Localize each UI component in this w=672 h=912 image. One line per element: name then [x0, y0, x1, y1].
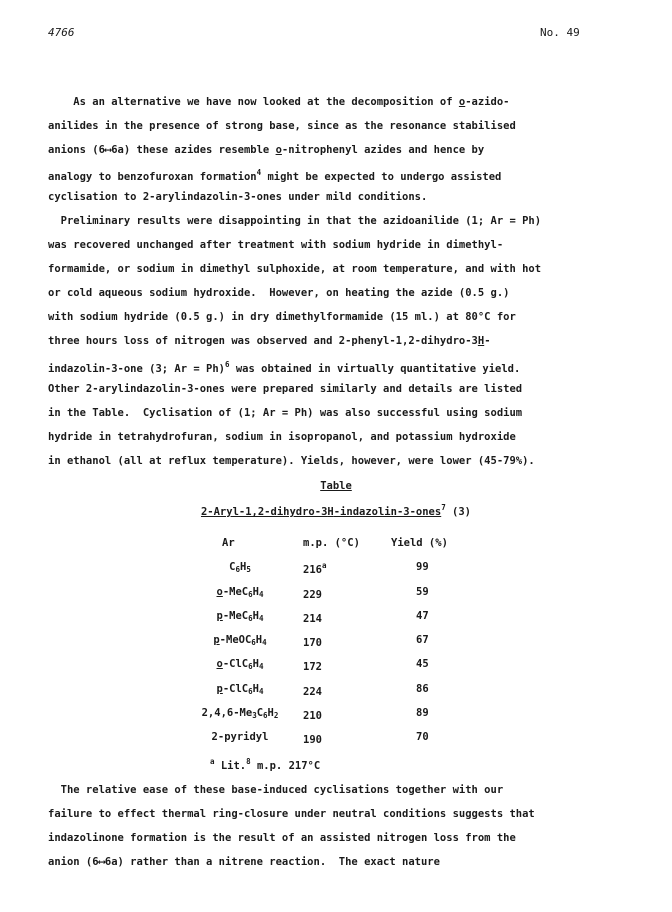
table-cell-ar: 2-pyridyl	[211, 731, 269, 743]
table-cell-ar: $C_6H_5$	[229, 561, 251, 574]
text-line: As an alternative we have now looked at the decomposition of o-azido-	[48, 96, 510, 108]
table-cell-mp: 229	[303, 589, 322, 601]
table-cell-yield: 99	[416, 561, 429, 573]
table-cell-ar: $p-ClC_6H_4$	[216, 683, 264, 696]
text-line: indazolinone formation is the result of an assisted nitrogen loss from the	[48, 832, 516, 844]
table-cell-yield: 45	[416, 658, 429, 670]
text-line: was recovered unchanged after treatment with sodium hydride in dimethyl-	[48, 239, 504, 251]
text-line: hydride in tetrahydrofuran, sodium in isopropanol, and potassium hydroxide	[48, 431, 516, 443]
table-cell-yield: 89	[416, 707, 429, 719]
text-line: in the Table. Cyclisation of (1; Ar = Ph) was also successful using sodium	[48, 407, 523, 419]
column-header-ar: Ar	[222, 537, 235, 549]
table-footnote: $^a$ Lit.$^8$ m.p. 217°C	[210, 757, 321, 772]
table-cell-mp: 214	[303, 613, 322, 625]
table-cell-yield: 67	[416, 634, 429, 646]
table-cell-ar: $o-ClC_6H_4$	[216, 658, 264, 671]
text-line: formamide, or sodium in dimethyl sulphoxide, at room temperature, and with hot	[48, 263, 542, 275]
text-line: cyclisation to 2-arylindazolin-3-ones under mild conditions.	[48, 191, 428, 203]
table-label: Table	[320, 480, 352, 492]
table-cell-mp: 210	[303, 710, 322, 722]
text-line: anilides in the presence of strong base, since as the resonance stabilised	[48, 120, 516, 132]
table-cell-mp: 224	[303, 686, 322, 698]
table-cell-mp: 216$^a$	[303, 561, 327, 576]
text-line: Preliminary results were disappointing in that the azidoanilide (1; Ar = Ph)	[48, 215, 542, 227]
text-line: in ethanol (all at reflux temperature). Yields, however, were lower (45-79%).	[48, 455, 535, 467]
table-cell-mp: 190	[303, 734, 322, 746]
issue-number: No. 49	[540, 26, 580, 39]
table-cell-ar: $o-MeC_6H_4$	[216, 586, 264, 599]
text-line: analogy to benzofuroxan formation$^4$ might be expected to undergo assisted	[48, 168, 502, 183]
table-cell-yield: 86	[416, 683, 429, 695]
table-cell-ar: $p-MeOC_6H_4$	[213, 634, 267, 647]
text-line: with sodium hydride (0.5 g.) in dry dimethylformamide (15 ml.) at 80°C for	[48, 311, 516, 323]
table-cell-yield: 59	[416, 586, 429, 598]
text-line: or cold aqueous sodium hydroxide. However, on heating the azide (0.5 g.)	[48, 287, 510, 299]
page-number: 4766	[48, 26, 75, 39]
table-cell-yield: 70	[416, 731, 429, 743]
text-line: three hours loss of nitrogen was observed and 2-phenyl-1,2-dihydro-3H-	[48, 335, 491, 347]
text-line: indazolin-3-one (3; Ar = Ph)$^6$ was obtained in virtually quantitative yield.	[48, 360, 521, 375]
text-line: failure to effect thermal ring-closure under neutral conditions suggests that	[48, 808, 535, 820]
table-cell-mp: 170	[303, 637, 322, 649]
table-cell-mp: 172	[303, 661, 322, 673]
text-line: anions (6⟷6a) these azides resemble o-nitrophenyl azides and hence by	[48, 144, 485, 156]
column-header-yield: Yield (%)	[391, 537, 448, 549]
table-title: 2-Aryl-1,2-dihydro-3H-indazolin-3-ones$^7$ (3)	[200, 503, 472, 518]
table-cell-ar: $2,4,6-Me_3C_6H_2$	[201, 707, 279, 720]
table-cell-yield: 47	[416, 610, 429, 622]
text-line: Other 2-arylindazolin-3-ones were prepared similarly and details are listed	[48, 383, 523, 395]
text-line: The relative ease of these base-induced cyclisations together with our	[48, 784, 504, 796]
column-header-mp: m.p. (°C)	[303, 537, 360, 549]
text-line: anion (6⟷6a) rather than a nitrene reaction. The exact nature	[48, 856, 440, 868]
table-cell-ar: $p-MeC_6H_4$	[216, 610, 264, 623]
